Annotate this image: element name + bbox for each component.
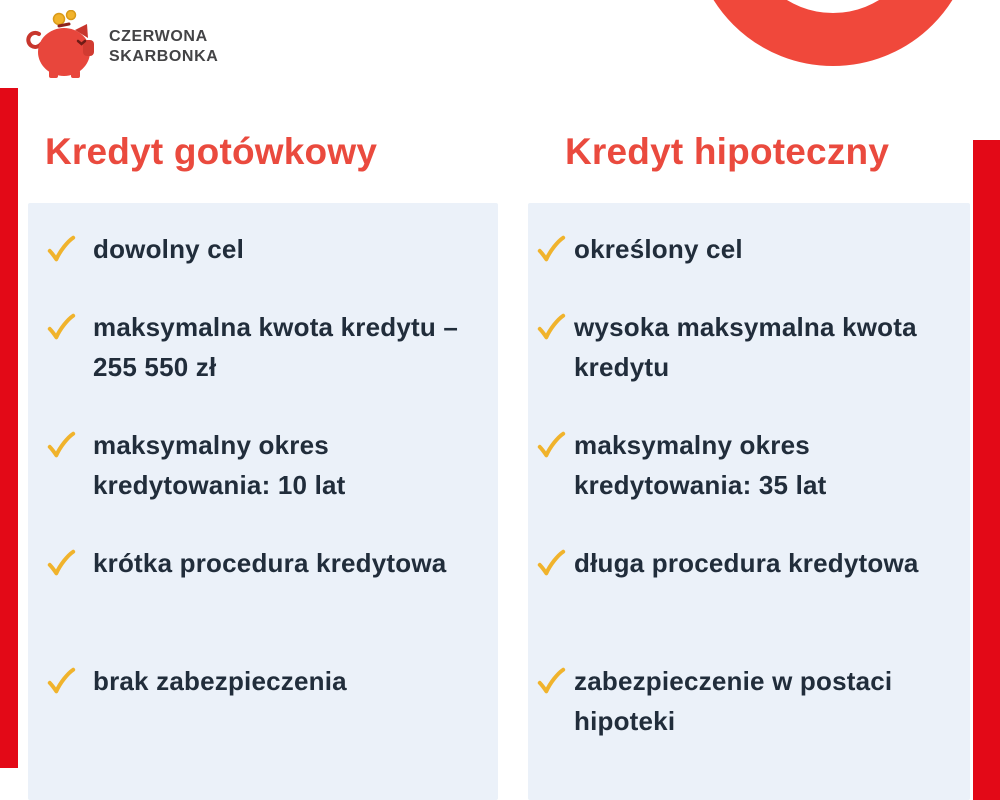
list-item-text: krótka procedura kredytowa <box>93 548 447 578</box>
brand-logo <box>25 10 218 80</box>
checkmark-icon <box>46 234 76 264</box>
list-item <box>536 229 970 269</box>
checkmark-icon <box>536 430 566 460</box>
piggy-bank-icon <box>25 10 95 80</box>
column-cash-loan <box>28 128 498 800</box>
brand-name <box>109 27 218 67</box>
checkmark-icon <box>46 548 76 578</box>
list-item <box>536 661 970 741</box>
list-item-text: określony cel <box>574 234 743 264</box>
checkmark-icon <box>46 666 76 696</box>
mortgage-loan-title: Kredyt hipoteczny <box>565 131 890 172</box>
cash-loan-title: Kredyt gotówkowy <box>45 131 378 172</box>
list-item-text: maksymalna kwota kredytu – 255 550 zł <box>93 312 459 382</box>
mortgage-loan-panel <box>528 203 970 800</box>
checkmark-icon <box>46 312 76 342</box>
left-accent-bar <box>0 88 18 768</box>
list-item <box>46 543 498 583</box>
cash-loan-panel <box>28 203 498 800</box>
list-item-text: zabezpieczenie w postaci hipoteki <box>574 666 893 736</box>
list-item <box>536 425 970 505</box>
checkmark-icon <box>536 312 566 342</box>
ring-decoration <box>692 0 974 66</box>
checkmark-icon <box>536 234 566 264</box>
brand-line-2: SKARBONKA <box>109 47 219 65</box>
list-item <box>536 543 970 583</box>
brand-line-1: CZERWONA <box>109 27 208 45</box>
list-item-text: maksymalny okres kredytowania: 10 lat <box>93 430 346 500</box>
list-item <box>46 425 498 505</box>
list-item <box>46 307 498 387</box>
list-item-text: długa procedura kredytowa <box>574 548 919 578</box>
list-item-text: dowolny cel <box>93 234 245 264</box>
list-item-text: brak zabezpieczenia <box>93 666 347 696</box>
checkmark-icon <box>46 430 76 460</box>
list-item-text: maksymalny okres kredytowania: 35 lat <box>574 430 827 500</box>
checkmark-icon <box>536 666 566 696</box>
list-item-text: wysoka maksymalna kwota kredytu <box>574 312 917 382</box>
list-item <box>46 661 498 701</box>
list-item <box>536 307 970 387</box>
right-accent-bar <box>973 140 1000 800</box>
list-item <box>46 229 498 269</box>
column-mortgage-loan <box>528 128 970 800</box>
checkmark-icon <box>536 548 566 578</box>
